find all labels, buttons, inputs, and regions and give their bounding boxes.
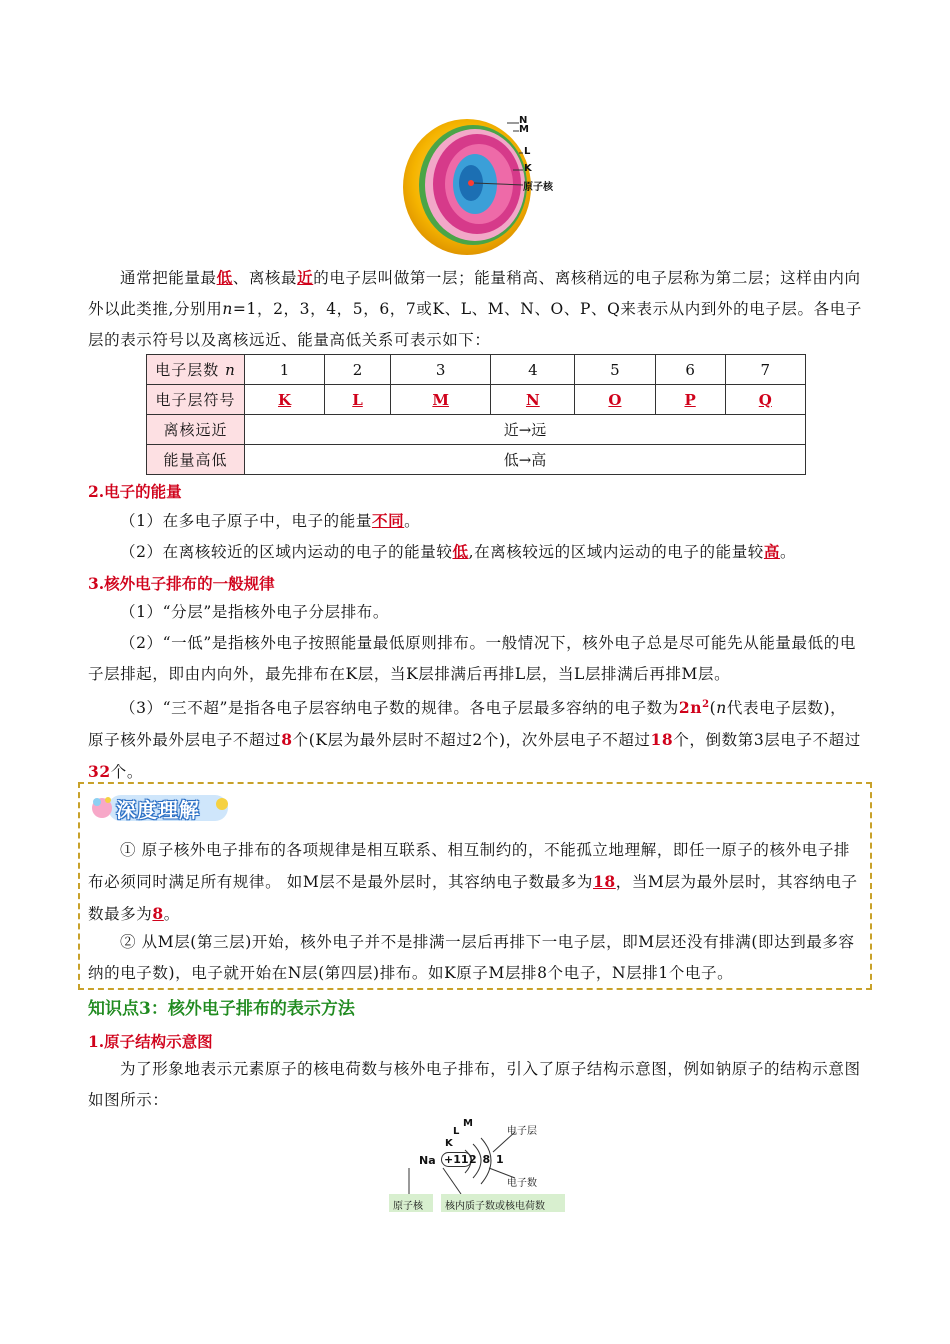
intro-red-near: 近 [297,268,314,287]
sodium-symbol: Na [419,1154,436,1167]
electron-counts: 2 8 1 [469,1153,505,1166]
deep-paragraph-2: ② 从M层(第三层)开始，核外电子并不是排满一层后再排下一电子层，即M层还没有排满(即达到最多容纳的电子数)，电子就开始在N层(第四层)排布。如K原子M层排8个电子，N层排1个电子。 [88,933,855,982]
table-cell: 3 [390,355,490,385]
section-2-line-1: （1）在多电子原子中，电子的能量不同。 [120,511,421,530]
row-header-energy: 能量高低 [147,445,245,475]
intro-text-c: 的电子层叫做第一层；能量稍高、离核稍远的电子层称为第二层；这样由内向外以此类推,分别用 [88,269,861,318]
section-3-line-3: （3）“三不超”是指各电子层容纳电子数的规律。各电子层最多容纳的电子数为$2n^2(n$代表电子层数)，原子核外最外层电子不超过8个(K层为最外层时不超过2个)，次外层电子不超过18个，倒数第3层电子不超过32个。 [88,698,861,782]
table-cell: 5 [575,355,655,385]
shell-label-m: M [519,124,529,135]
table-row [147,385,806,415]
row-header-symbol: 电子层符号 [147,385,245,415]
table-cell: L [325,385,391,415]
electron-count-label: 电子数 [507,1178,537,1189]
row-header-distance: 离核远近 [147,415,245,445]
intro-text-b: 、离核最 [232,269,298,287]
shell-label-n: N [519,115,528,126]
deep-understanding-badge: 深度理解 [116,798,200,822]
nucleus-label-box: 原子核 [393,1201,423,1212]
table-row [147,415,806,445]
shell-table [146,354,806,475]
row-header-number: 电子层数 n [147,355,245,385]
table-cell: P [655,385,725,415]
shell-label-l: L [524,146,531,157]
nucleus-charge: +11 [441,1152,472,1167]
intro-paragraph [88,262,862,356]
shell-m-label: M [463,1118,473,1129]
nucleus-label: 原子核 [523,182,553,193]
section-3-line-2: （2）“一低”是指核外电子按照能量最低原则排布。一般情况下，核外电子总是尽可能先从能量最低的电子层排起，即由内向外，最先排布在K层，当K层排满后再排L层，当L层排满后再排M层。 [88,634,856,683]
subsection-1-paragraph: 为了形象地表示元素原子的核电荷数与核外电子排布，引入了原子结构示意图，例如钠原子的结构示意图如图所示： [88,1060,861,1109]
intro-text-a: 通常把能量最 [120,269,217,287]
table-cell: 7 [725,355,805,385]
shell-k-label: K [445,1138,453,1149]
table-cell: 1 [245,355,325,385]
table-cell-energy: 低→高 [245,445,806,475]
shell-label-k: K [524,163,532,174]
intro-n: n [222,300,233,318]
section-2-line-2: （2）在离核较近的区域内运动的电子的能量较低,在离核较远的区域内运动的电子的能量较高。 [120,542,797,561]
table-row [147,355,806,385]
table-cell-distance: 近→远 [245,415,806,445]
shell-l-label: L [453,1126,460,1137]
deep-paragraph-1: ① 原子核外电子排布的各项规律是相互联系、相互制约的，不能孤立地理解，即任一原子的核外电子排布必须同时满足所有规律。 如M层不是最外层时，其容纳电子数最多为18，当M层为最外层时，其容纳电子数最多为8。 [88,841,858,923]
table-cell: 6 [655,355,725,385]
section-3-line-1: （1）“分层”是指核外电子分层排布。 [120,603,390,621]
table-cell: 4 [491,355,575,385]
section-3-title: 3.核外电子排布的一般规律 [88,574,275,593]
table-row [147,445,806,475]
section-2-title: 2.电子的能量 [88,482,182,501]
table-cell: O [575,385,655,415]
intro-red-low: 低 [216,268,233,287]
sodium-structure-figure [385,1118,575,1218]
subsection-1-title: 1.原子结构示意图 [88,1032,213,1051]
electron-layer-label: 电子层 [507,1126,537,1137]
table-cell: 2 [325,355,391,385]
table-cell: Q [725,385,805,415]
atom-shell-figure [395,115,575,260]
table-cell: N [491,385,575,415]
charge-label-box: 核内质子数或核电荷数 [445,1201,545,1212]
knowledge-point-3-title: 知识点3：核外电子排布的表示方法 [88,999,355,1019]
table-cell: M [390,385,490,415]
table-cell: K [245,385,325,415]
intro-text-d: =1，2，3，4，5，6，7或K、L、M、N、O、P、Q来表示从内到外的电子层。各电子层的表示符号以及离核远近、能量高低关系可表示如下： [88,300,862,349]
